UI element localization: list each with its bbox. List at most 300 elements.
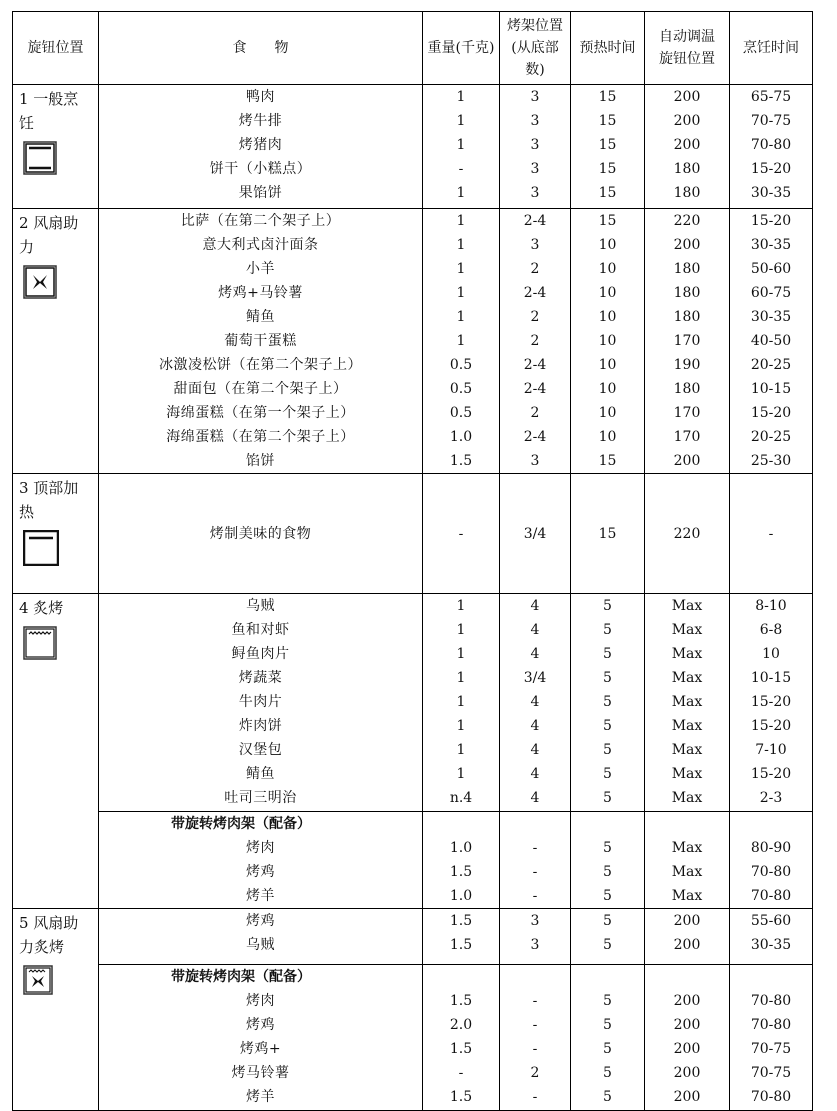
cell-weight: 1 xyxy=(456,261,466,277)
conventional-oven-icon xyxy=(23,141,98,182)
column-preheat xyxy=(571,812,645,909)
cell-preheat: 5 xyxy=(603,694,612,710)
cell-rack: 3 xyxy=(530,237,540,253)
cell-preheat: 5 xyxy=(603,1041,612,1057)
cell-weight: 1 xyxy=(456,598,466,614)
cell-preheat: 10 xyxy=(598,357,617,373)
cell-preheat: 5 xyxy=(603,888,612,904)
cell-temp: 180 xyxy=(673,309,701,325)
cell-rack: 4 xyxy=(530,766,540,782)
table-row xyxy=(13,965,813,1111)
column-preheat xyxy=(571,474,645,594)
cell-weight: 1.5 xyxy=(449,937,473,953)
cell-rack: - xyxy=(532,840,538,856)
mode-label: 2 风扇助力 xyxy=(19,214,79,256)
column-time xyxy=(730,474,813,594)
cell-food: 鲟鱼肉片 xyxy=(231,646,290,662)
cell-food: 鲭鱼 xyxy=(246,766,275,782)
cell-rack: 2-4 xyxy=(523,381,547,397)
mode-label: 3 顶部加热 xyxy=(19,479,79,521)
cell-temp: 200 xyxy=(673,1089,701,1105)
cell-preheat: 5 xyxy=(603,1089,612,1105)
mode-label: 5 风扇助力炙烤 xyxy=(19,914,79,956)
cell-temp: Max xyxy=(671,622,703,638)
cell-preheat: 15 xyxy=(598,89,617,105)
cell-time: 65-75 xyxy=(750,89,792,105)
column-food xyxy=(99,594,423,812)
column-food xyxy=(99,909,423,965)
cell-weight: 1.5 xyxy=(449,1089,473,1105)
column-time xyxy=(730,85,813,209)
column-rack xyxy=(500,965,571,1111)
cell-weight: 1.5 xyxy=(449,913,473,929)
cell-weight: 1 xyxy=(456,670,466,686)
cell-rack: 4 xyxy=(530,598,540,614)
cell-temp: 200 xyxy=(673,937,701,953)
cell-temp: Max xyxy=(671,888,703,904)
table-row xyxy=(13,594,813,812)
cell-food: 小羊 xyxy=(246,261,275,277)
cell-temp: 170 xyxy=(673,429,701,445)
cell-temp: Max xyxy=(671,766,703,782)
cell-preheat: 5 xyxy=(603,598,612,614)
cell-preheat: 10 xyxy=(598,405,617,421)
cell-weight: 1.0 xyxy=(449,840,473,856)
column-weight xyxy=(423,209,500,474)
cell-rack: 2-4 xyxy=(523,429,547,445)
cell-weight: 1 xyxy=(456,185,466,201)
mode-cell xyxy=(13,85,99,209)
column-temp xyxy=(645,474,730,594)
cell-rack: - xyxy=(532,1041,538,1057)
cell-temp: 180 xyxy=(673,285,701,301)
cell-time: 70-80 xyxy=(750,864,792,880)
cell-food: 烤鸡+马铃薯 xyxy=(218,285,303,301)
cell-rack: 4 xyxy=(530,742,540,758)
column-food xyxy=(99,812,423,909)
cell-rack: - xyxy=(532,888,538,904)
cell-preheat: 5 xyxy=(603,864,612,880)
cell-food: 鱼和对虾 xyxy=(231,622,290,638)
cell-time: 8-10 xyxy=(755,598,787,614)
cell-time: 80-90 xyxy=(750,840,792,856)
cell-time: 15-20 xyxy=(750,213,792,229)
table-row xyxy=(13,474,813,594)
cell-rack: 2 xyxy=(530,1065,540,1081)
fan-assisted-icon xyxy=(23,265,98,306)
cell-temp: Max xyxy=(671,646,703,662)
cell-time: 10-15 xyxy=(750,670,792,686)
cell-time: 60-75 xyxy=(750,285,792,301)
cell-time: 20-25 xyxy=(750,357,792,373)
column-temp xyxy=(645,812,730,909)
cell-preheat: 15 xyxy=(598,161,617,177)
subsection-title: 带旋转烤肉架（配备） xyxy=(171,816,311,832)
cell-preheat: 15 xyxy=(598,137,617,153)
column-time xyxy=(730,965,813,1111)
cell-time: 15-20 xyxy=(750,405,792,421)
column-preheat xyxy=(571,909,645,965)
cell-temp: 200 xyxy=(673,1041,701,1057)
grill-icon xyxy=(23,626,98,667)
column-rack xyxy=(500,812,571,909)
cell-temp: Max xyxy=(671,694,703,710)
column-time xyxy=(730,594,813,812)
mode-cell xyxy=(13,594,99,909)
cell-temp: 200 xyxy=(673,237,701,253)
cell-weight: 1 xyxy=(456,694,466,710)
cell-preheat: 5 xyxy=(603,993,612,1009)
cell-rack: 3 xyxy=(530,937,540,953)
cell-temp: 220 xyxy=(673,525,701,542)
cell-food: 甜面包（在第二个架子上） xyxy=(173,381,348,397)
cell-preheat: 15 xyxy=(598,185,617,201)
column-temp xyxy=(645,909,730,965)
spacer xyxy=(645,812,729,836)
table-row xyxy=(13,209,813,474)
cell-time: 50-60 xyxy=(750,261,792,277)
cell-food: 烤牛排 xyxy=(238,113,283,129)
spacer xyxy=(423,812,499,836)
subsection-title: 带旋转烤肉架（配备） xyxy=(171,969,311,985)
cell-time: 70-75 xyxy=(750,1041,792,1057)
cell-rack: 4 xyxy=(530,790,540,806)
cell-temp: 180 xyxy=(673,161,701,177)
cell-preheat: 5 xyxy=(603,1017,612,1033)
table-row xyxy=(13,812,813,909)
cell-time: 55-60 xyxy=(750,913,792,929)
cell-rack: 4 xyxy=(530,718,540,734)
cell-food: 乌贼 xyxy=(246,598,275,614)
cell-rack: 3/4 xyxy=(523,670,547,686)
cell-temp: 200 xyxy=(673,453,701,469)
cell-weight: 1 xyxy=(456,213,466,229)
cell-preheat: 10 xyxy=(598,381,617,397)
cell-food: 鸭肉 xyxy=(246,89,275,105)
header-preheat: 预热时间 xyxy=(571,12,645,85)
cell-food: 海绵蛋糕（在第一个架子上） xyxy=(166,405,355,421)
cell-time: 15-20 xyxy=(750,161,792,177)
cell-rack: 4 xyxy=(530,622,540,638)
column-weight xyxy=(423,965,500,1111)
cell-rack: 2 xyxy=(530,405,540,421)
cell-weight: 1 xyxy=(456,622,466,638)
column-temp xyxy=(645,965,730,1111)
cell-rack: - xyxy=(532,864,538,880)
cell-food: 烤鸡 xyxy=(246,864,275,880)
cell-temp: 180 xyxy=(673,185,701,201)
cell-preheat: 5 xyxy=(603,646,612,662)
cell-time: 30-35 xyxy=(750,937,792,953)
cell-rack: 3 xyxy=(530,185,540,201)
cell-food: 意大利式卤汁面条 xyxy=(202,237,319,253)
column-temp xyxy=(645,209,730,474)
cell-temp: 200 xyxy=(673,137,701,153)
cell-time: 70-80 xyxy=(750,888,792,904)
cell-weight: 1 xyxy=(456,742,466,758)
header-row xyxy=(13,12,813,85)
cell-weight: 1 xyxy=(456,309,466,325)
cell-time: 2-3 xyxy=(759,790,783,806)
cell-food: 烤制美味的食物 xyxy=(209,525,312,542)
cell-food: 牛肉片 xyxy=(238,694,283,710)
cell-temp: 200 xyxy=(673,993,701,1009)
cell-food: 饼干（小糕点） xyxy=(209,161,312,177)
header-knob: 旋钮位置 xyxy=(13,12,99,85)
cell-rack: - xyxy=(532,1017,538,1033)
cell-food: 果馅饼 xyxy=(238,185,283,201)
column-weight xyxy=(423,812,500,909)
cell-weight: n.4 xyxy=(449,790,473,806)
cell-food: 乌贼 xyxy=(246,937,275,953)
cell-weight: 1 xyxy=(456,113,466,129)
cell-temp: 190 xyxy=(673,357,701,373)
column-rack xyxy=(500,474,571,594)
cell-time: 10 xyxy=(762,646,780,662)
cell-weight: 1 xyxy=(456,137,466,153)
header-food: 食 物 xyxy=(99,12,423,85)
cell-weight: 1 xyxy=(456,333,466,349)
table-row xyxy=(13,85,813,209)
cell-weight: 1.5 xyxy=(449,993,473,1009)
column-time xyxy=(730,209,813,474)
cell-weight: - xyxy=(458,161,464,177)
cell-preheat: 15 xyxy=(598,113,617,129)
cell-time: 25-30 xyxy=(750,453,792,469)
cell-weight: 1.0 xyxy=(449,888,473,904)
mode-label: 1 一般烹饪 xyxy=(19,90,79,132)
cell-temp: 200 xyxy=(673,1065,701,1081)
cell-temp: 200 xyxy=(673,913,701,929)
cell-temp: Max xyxy=(671,864,703,880)
cell-temp: Max xyxy=(671,670,703,686)
column-preheat xyxy=(571,209,645,474)
cell-rack: - xyxy=(532,993,538,1009)
column-preheat xyxy=(571,85,645,209)
cell-weight: 1 xyxy=(456,285,466,301)
cell-weight: 0.5 xyxy=(449,357,473,373)
cell-rack: 3 xyxy=(530,453,540,469)
column-weight xyxy=(423,594,500,812)
spacer xyxy=(500,812,570,836)
cell-food: 烤猪肉 xyxy=(238,137,283,153)
cell-preheat: 5 xyxy=(603,718,612,734)
cell-time: 6-8 xyxy=(759,622,783,638)
header-rack: 烤架位置(从底部数) xyxy=(500,12,571,85)
column-food xyxy=(99,965,423,1111)
top-heating-icon xyxy=(23,530,98,573)
cell-food: 烤羊 xyxy=(246,1089,275,1105)
cell-time: 30-35 xyxy=(750,309,792,325)
spacer xyxy=(423,965,499,989)
column-food xyxy=(99,85,423,209)
cell-time: 10-15 xyxy=(750,381,792,397)
cell-food: 烤蔬菜 xyxy=(238,670,283,686)
cell-food: 烤马铃薯 xyxy=(231,1065,290,1081)
cell-time: 15-20 xyxy=(750,694,792,710)
cell-weight: 0.5 xyxy=(449,405,473,421)
cell-rack: 3 xyxy=(530,113,540,129)
cell-rack: 2-4 xyxy=(523,285,547,301)
cell-weight: 1 xyxy=(456,718,466,734)
cell-temp: 180 xyxy=(673,261,701,277)
cell-weight: 1 xyxy=(456,237,466,253)
cell-preheat: 15 xyxy=(598,213,617,229)
cell-food: 烤肉 xyxy=(246,840,275,856)
cell-food: 炸肉饼 xyxy=(238,718,283,734)
cell-weight: 1 xyxy=(456,766,466,782)
cell-temp: Max xyxy=(671,742,703,758)
cell-time: - xyxy=(768,525,774,542)
column-rack xyxy=(500,85,571,209)
cell-time: 30-35 xyxy=(750,237,792,253)
cell-food: 馅饼 xyxy=(246,453,275,469)
cell-time: 15-20 xyxy=(750,718,792,734)
column-food xyxy=(99,474,423,594)
cell-preheat: 10 xyxy=(598,429,617,445)
spacer xyxy=(645,965,729,989)
cell-food: 葡萄干蛋糕 xyxy=(224,333,297,349)
spacer xyxy=(730,812,812,836)
cell-time: 70-75 xyxy=(750,113,792,129)
cell-preheat: 10 xyxy=(598,333,617,349)
cell-time: 30-35 xyxy=(750,185,792,201)
cell-time: 70-75 xyxy=(750,1065,792,1081)
cell-rack: 4 xyxy=(530,694,540,710)
cell-rack: 3 xyxy=(530,137,540,153)
cell-preheat: 5 xyxy=(603,766,612,782)
cell-rack: - xyxy=(532,1089,538,1105)
cell-time: 70-80 xyxy=(750,137,792,153)
cell-temp: 170 xyxy=(673,405,701,421)
cell-time: 70-80 xyxy=(750,993,792,1009)
column-weight xyxy=(423,474,500,594)
cell-temp: 200 xyxy=(673,113,701,129)
cell-time: 20-25 xyxy=(750,429,792,445)
cell-food: 比萨（在第二个架子上） xyxy=(180,213,341,229)
cell-food: 烤羊 xyxy=(246,888,275,904)
cell-food: 冰激凌松饼（在第二个架子上） xyxy=(159,357,362,373)
cell-time: 70-80 xyxy=(750,1017,792,1033)
cell-preheat: 5 xyxy=(603,1065,612,1081)
column-rack xyxy=(500,209,571,474)
spacer xyxy=(571,812,644,836)
cell-temp: Max xyxy=(671,718,703,734)
cell-temp: 200 xyxy=(673,1017,701,1033)
cell-rack: 3 xyxy=(530,89,540,105)
cell-weight: 1.5 xyxy=(449,453,473,469)
cell-rack: 2-4 xyxy=(523,213,547,229)
cell-preheat: 5 xyxy=(603,670,612,686)
header-weight: 重量(千克) xyxy=(423,12,500,85)
cell-preheat: 15 xyxy=(598,525,617,542)
cell-temp: 180 xyxy=(673,381,701,397)
column-time xyxy=(730,909,813,965)
cell-weight: 1.5 xyxy=(449,1041,473,1057)
column-temp xyxy=(645,85,730,209)
cell-weight: - xyxy=(458,1065,464,1081)
cell-time: 40-50 xyxy=(750,333,792,349)
cell-rack: 2 xyxy=(530,261,540,277)
cell-rack: 3/4 xyxy=(523,525,547,542)
spacer xyxy=(730,965,812,989)
fan-grill-icon xyxy=(23,965,98,1002)
cell-temp: Max xyxy=(671,598,703,614)
cell-preheat: 10 xyxy=(598,261,617,277)
cell-food: 烤鸡 xyxy=(246,913,275,929)
cell-rack: 2-4 xyxy=(523,357,547,373)
column-weight xyxy=(423,909,500,965)
column-preheat xyxy=(571,965,645,1111)
column-rack xyxy=(500,909,571,965)
spacer xyxy=(571,965,644,989)
cell-preheat: 10 xyxy=(598,309,617,325)
cell-rack: 4 xyxy=(530,646,540,662)
cell-preheat: 5 xyxy=(603,913,612,929)
cell-weight: 1 xyxy=(456,646,466,662)
cell-temp: 220 xyxy=(673,213,701,229)
cell-time: 7-10 xyxy=(755,742,787,758)
cell-weight: 0.5 xyxy=(449,381,473,397)
cell-weight: 1.0 xyxy=(449,429,473,445)
cell-weight: - xyxy=(458,525,464,542)
cell-temp: 170 xyxy=(673,333,701,349)
cell-food: 烤鸡 xyxy=(246,1017,275,1033)
cell-rack: 2 xyxy=(530,333,540,349)
cell-food: 鲭鱼 xyxy=(246,309,275,325)
cell-preheat: 5 xyxy=(603,790,612,806)
spacer xyxy=(500,965,570,989)
column-time xyxy=(730,812,813,909)
cell-food: 吐司三明治 xyxy=(224,790,297,806)
cell-weight: 1.5 xyxy=(449,864,473,880)
cell-food: 烤肉 xyxy=(246,993,275,1009)
cell-rack: 3 xyxy=(530,161,540,177)
cell-weight: 1 xyxy=(456,89,466,105)
column-food xyxy=(99,209,423,474)
cell-rack: 3 xyxy=(530,913,540,929)
column-preheat xyxy=(571,594,645,812)
cell-temp: 200 xyxy=(673,89,701,105)
mode-cell xyxy=(13,909,99,1111)
mode-cell xyxy=(13,474,99,594)
cell-food: 汉堡包 xyxy=(238,742,283,758)
mode-cell xyxy=(13,209,99,474)
column-rack xyxy=(500,594,571,812)
cell-preheat: 10 xyxy=(598,285,617,301)
header-time: 烹饪时间 xyxy=(730,12,813,85)
cell-time: 15-20 xyxy=(750,766,792,782)
cooking-table xyxy=(12,11,813,1111)
cell-food: 海绵蛋糕（在第二个架子上） xyxy=(166,429,355,445)
header-temp: 自动调温旋钮位置 xyxy=(645,12,730,85)
cell-temp: Max xyxy=(671,790,703,806)
column-weight xyxy=(423,85,500,209)
cell-preheat: 10 xyxy=(598,237,617,253)
mode-label: 4 炙烤 xyxy=(19,599,64,617)
table-row xyxy=(13,909,813,965)
column-temp xyxy=(645,594,730,812)
cell-temp: Max xyxy=(671,840,703,856)
cell-preheat: 5 xyxy=(603,937,612,953)
cell-food: 烤鸡+ xyxy=(239,1041,282,1057)
cell-preheat: 5 xyxy=(603,840,612,856)
cell-rack: 2 xyxy=(530,309,540,325)
cell-preheat: 5 xyxy=(603,622,612,638)
cell-weight: 2.0 xyxy=(449,1017,473,1033)
cell-preheat: 15 xyxy=(598,453,617,469)
cell-preheat: 5 xyxy=(603,742,612,758)
